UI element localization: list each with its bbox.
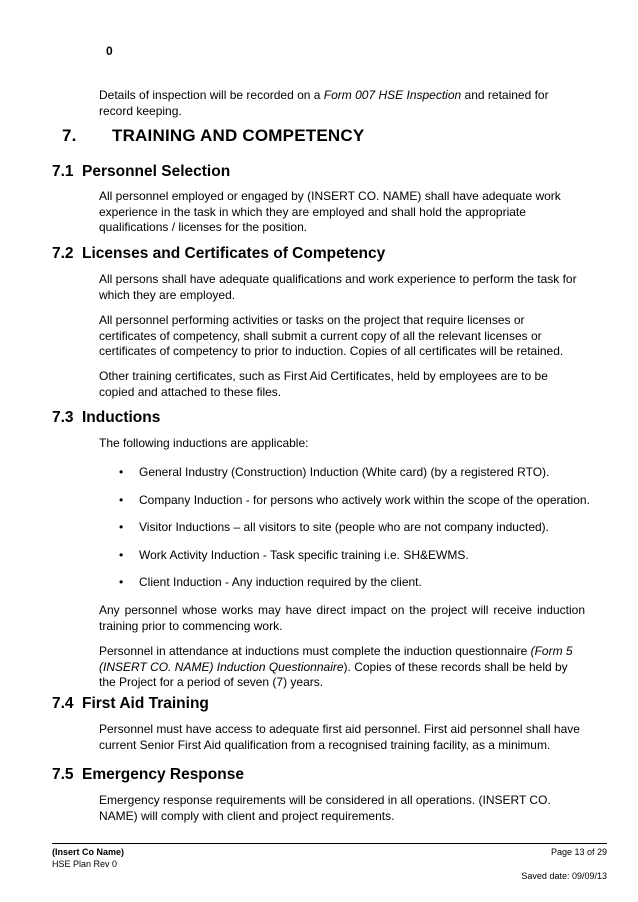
inductions-intro: The following inductions are applicable: bbox=[99, 436, 309, 450]
section-number: 7. bbox=[62, 126, 77, 145]
licenses-paragraph-1: All persons shall have adequate qualifications and work experience to perform the task for which they are employed. bbox=[99, 272, 577, 302]
heading-title: Inductions bbox=[82, 409, 161, 426]
heading-emergency-response bbox=[52, 766, 244, 784]
heading-number: 7.5 bbox=[52, 766, 74, 783]
questionnaire-text-before: Personnel in attendance at inductions must complete the induction questionnaire bbox=[99, 644, 531, 658]
section-title: TRAINING AND COMPETENCY bbox=[112, 126, 365, 145]
heading-number: 7.2 bbox=[52, 245, 74, 262]
heading-number: 7.4 bbox=[52, 695, 74, 712]
licenses-paragraph-3: Other training certificates, such as First Aid Certificates, held by employees are to be copied and attached to these files. bbox=[99, 369, 548, 399]
induction-item-text: Work Activity Induction - Task specific training i.e. SH&EWMS. bbox=[139, 548, 469, 562]
footer-page-number: Page 13 of 29 bbox=[550, 847, 607, 857]
inspection-form-name: Form 007 HSE Inspection bbox=[323, 88, 462, 102]
footer-plan-revision: HSE Plan Rev 0 bbox=[52, 859, 118, 869]
inspection-paragraph bbox=[99, 88, 585, 119]
footer-left bbox=[52, 846, 124, 870]
footer-right bbox=[478, 846, 607, 882]
bullet-icon: • bbox=[119, 493, 124, 507]
bullet-icon: • bbox=[119, 548, 124, 562]
inspection-text-before: Details of inspection will be recorded on a bbox=[99, 88, 324, 102]
first-aid-paragraph: Personnel must have access to adequate first aid personnel. First aid personnel shall have current Senior First Aid qualification from a recognised training facility, as a minimum. bbox=[99, 722, 580, 752]
heading-number: 7.3 bbox=[52, 409, 74, 426]
heading-title: First Aid Training bbox=[82, 695, 209, 712]
inspection-text-after: and retained for record keeping. bbox=[99, 88, 549, 118]
emergency-response-paragraph: Emergency response requirements will be considered in all operations. (INSERT CO. NAME) will comply with client and project requirements. bbox=[99, 793, 551, 823]
bullet-icon: • bbox=[119, 575, 124, 589]
questionnaire-text-after: ). Copies of these records shall be held by the Project for a period of seven (7) years. bbox=[99, 659, 568, 689]
inductions-paragraph-1: Any personnel whose works may have direct impact on the project will receive induction training prior to commencing work. bbox=[99, 603, 585, 633]
questionnaire-form-name: (Form 5 (INSERT CO. NAME) Induction Questionnaire bbox=[99, 644, 573, 674]
page-top-fragment: 0 bbox=[106, 44, 113, 58]
induction-item-text: General Industry (Construction) Induction (White card) (by a registered RTO). bbox=[139, 465, 550, 479]
heading-number: 7.1 bbox=[52, 163, 74, 180]
heading-title: Personnel Selection bbox=[82, 163, 231, 180]
heading-inductions bbox=[52, 409, 160, 427]
heading-personnel-selection bbox=[52, 163, 230, 181]
induction-item-text: Client Induction - Any induction required by the client. bbox=[139, 575, 422, 589]
footer-divider bbox=[52, 843, 607, 844]
footer-company-name: (Insert Co Name) bbox=[52, 847, 125, 857]
heading-title: Emergency Response bbox=[82, 766, 244, 783]
footer-saved-date: Saved date: 09/09/13 bbox=[521, 871, 607, 881]
induction-item-text: Visitor Inductions – all visitors to site (people who are not company inducted). bbox=[139, 520, 549, 534]
heading-first-aid-training bbox=[52, 695, 209, 713]
heading-licenses-certificates bbox=[52, 245, 385, 263]
bullet-icon: • bbox=[119, 520, 124, 534]
heading-title: Licenses and Certificates of Competency bbox=[82, 245, 386, 262]
licenses-paragraph-2: All personnel performing activities or tasks on the project that require licenses or certificates of competency, shall submit a current copy of all the relevant licenses or certificates of competency to prior to induction. Copies of all certificates will be retained. bbox=[99, 313, 564, 358]
inductions-paragraph-2 bbox=[99, 644, 585, 691]
induction-item-text: Company Induction - for persons who actively work within the scope of the operation. bbox=[139, 493, 590, 507]
bullet-icon: • bbox=[119, 465, 124, 479]
personnel-selection-paragraph: All personnel employed or engaged by (INSERT CO. NAME) shall have adequate work experience in the task in which they are employed and shall hold the appropriate qualifications / licenses for the position. bbox=[99, 189, 561, 234]
